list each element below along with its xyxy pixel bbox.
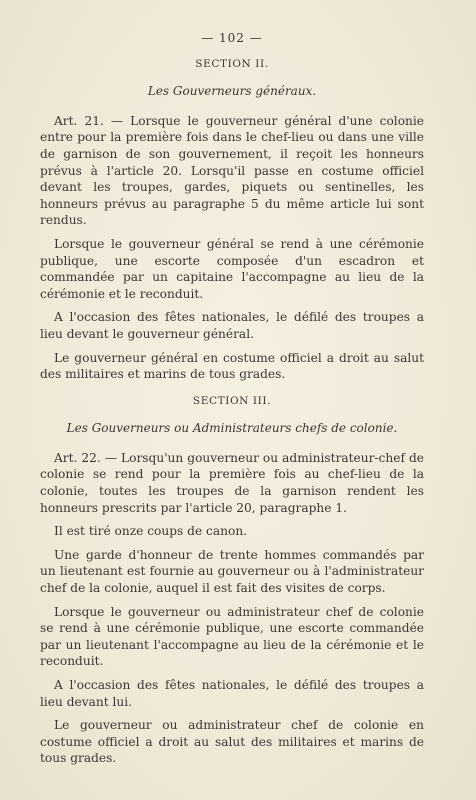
section-3-paragraph: Le gouverneur ou administrateur chef de colonie en costume officiel a droit au salut des militaires et marins de tous grades.	[40, 718, 424, 766]
section-3-paragraph: Lorsque le gouverneur ou administrateur chef de colonie se rend à une cérémonie publique, une escorte commandée par un lieutenant l'accompagne au lieu de la cérémonie et le reconduit.	[40, 604, 424, 669]
section-2-paragraph: Le gouverneur général en costume officiel a droit au salut des militaires et marins de tous grades.	[40, 350, 424, 382]
page-number: — 102 —	[201, 31, 263, 45]
section-2-subtitle: Les Gouverneurs généraux.	[147, 84, 317, 99]
section-2-paragraph: A l'occasion des fêtes nationales, le défilé des troupes a lieu devant le gouverneur général.	[40, 310, 424, 341]
section-2-title: SECTION II.	[195, 57, 269, 70]
section-3-paragraph: Une garde d'honneur de trente hommes commandés par un lieutenant est fournie au gouverneur ou à l'administrateur chef de la colonie, auquel il est fait des visites de corps.	[40, 547, 424, 596]
page-content	[40, 30, 424, 774]
section-3-paragraph: A l'occasion des fêtes nationales, le défilé des troupes a lieu devant lui.	[40, 678, 424, 709]
section-2-paragraph: Lorsque le gouverneur général se rend à une cérémonie publique, une escorte composée d'un escadron et commandée par un capitaine l'accompagne au lieu de la cérémonie et le reconduit.	[40, 236, 424, 301]
section-2-paragraph: Art. 21. — Lorsque le gouverneur général d'une colonie entre pour la première fois dans le chef-lieu ou dans une ville de garnison de son gouvernement, il reçoit les honneurs prévus à l'article 20. Lorsqu'il passe en costume officiel devant les troupes, gardes, piquets ou sentinelles, les honneurs prévus au paragraphe 5 du même article lui sont rendus.	[40, 113, 424, 228]
section-3-paragraph: Art. 22. — Lorsqu'un gouverneur ou administrateur-chef de colonie se rend pour la première fois au chef-lieu de la colonie, toutes les troupes de la garnison rendent les honneurs prescrits par l'article 20, paragraphe 1.	[40, 450, 424, 515]
section-3-paragraph: Il est tiré onze coups de canon.	[54, 524, 248, 539]
section-3-title: SECTION III.	[192, 394, 272, 407]
section-3-subtitle: Les Gouverneurs ou Administrateurs chefs de colonie.	[66, 421, 398, 436]
